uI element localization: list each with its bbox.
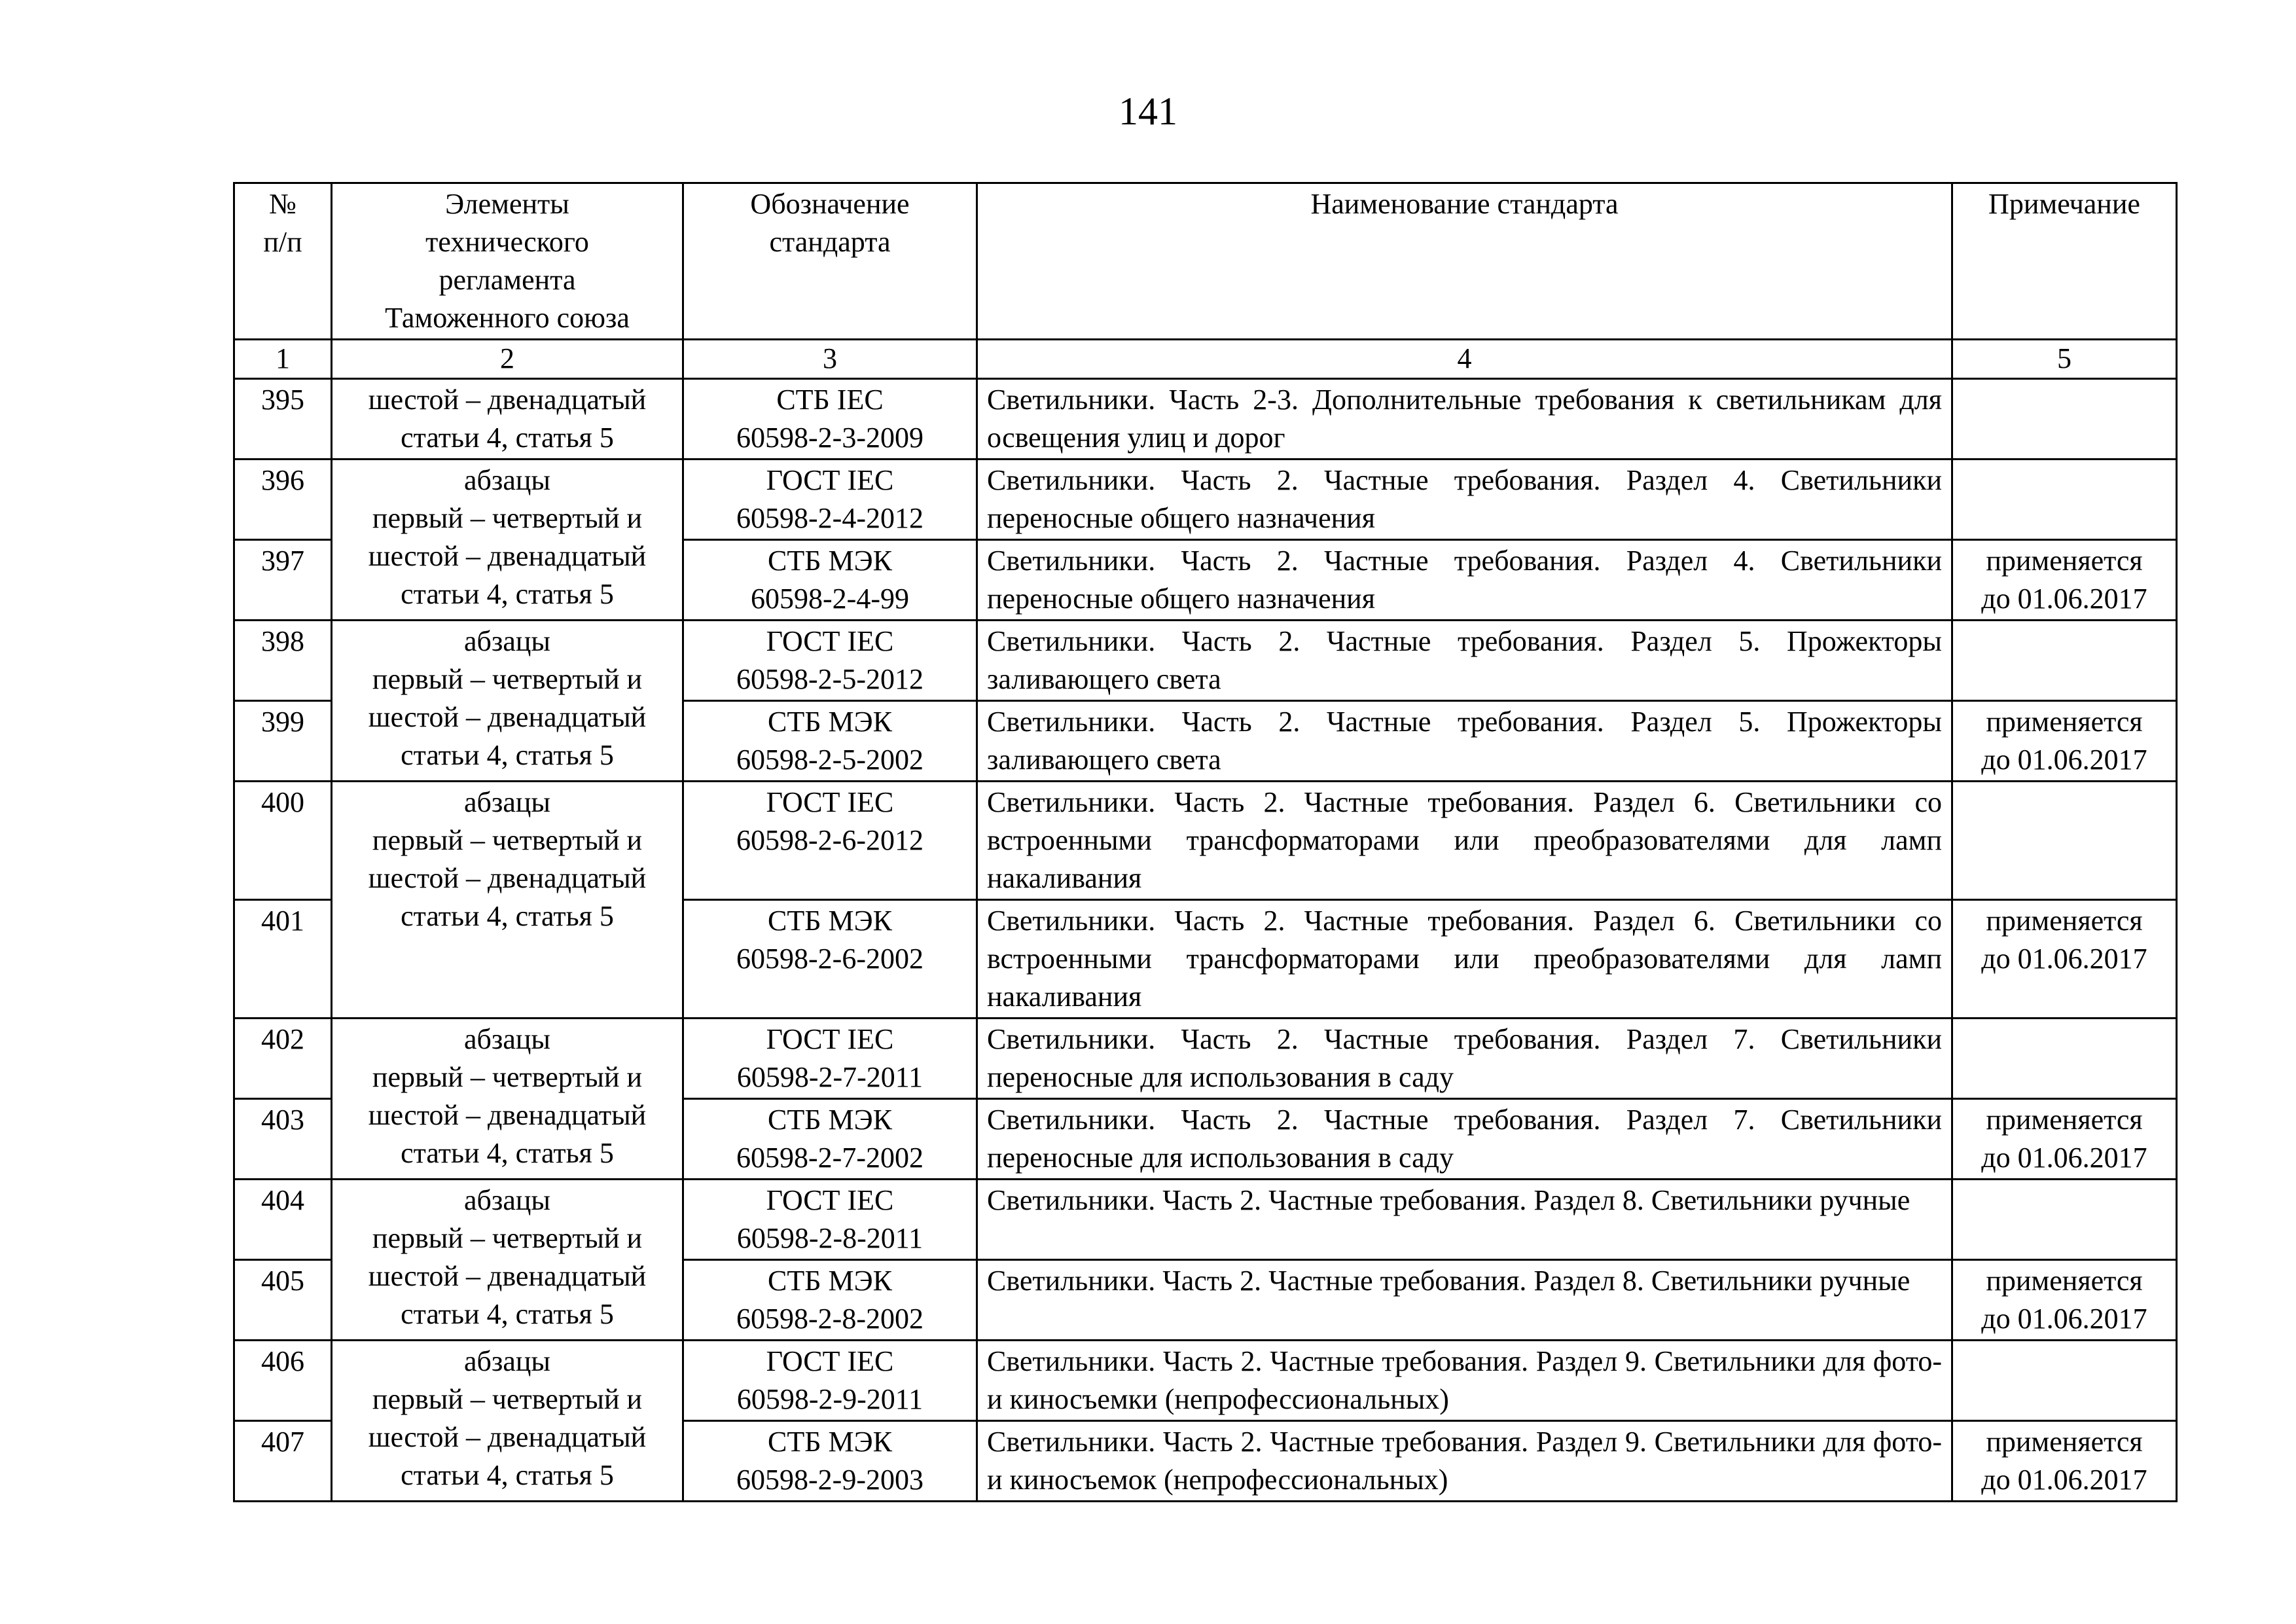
elements-rest: первый – четвертый и шестой – двенадцатый статьи 4, статья 5 [368, 502, 647, 610]
row-note: применяется до 01.06.2017 [1952, 1421, 2177, 1502]
table-row [234, 379, 2177, 460]
row-standard-name: Светильники. Часть 2. Частные требования. Раздел 8. Светильники ручные [977, 1260, 1952, 1341]
row-note: применяется до 01.06.2017 [1952, 900, 2177, 1019]
row-standard-name: Светильники. Часть 2. Частные требования. Раздел 9. Светильники для фото- и киносъемок (непрофессиональных) [977, 1421, 1952, 1502]
row-num: 404 [234, 1180, 332, 1260]
row-note: применяется до 01.06.2017 [1952, 1099, 2177, 1180]
row-designation: ГОСТ IEC 60598-2-7-2011 [683, 1019, 977, 1099]
row-standard-name: Светильники. Часть 2. Частные требования. Раздел 8. Светильники ручные [977, 1180, 1952, 1260]
row-designation: ГОСТ IEC 60598-2-6-2012 [683, 782, 977, 900]
elements-rest: первый – четвертый и шестой – двенадцатый статьи 4, статья 5 [368, 1383, 647, 1491]
row-standard-name: Светильники. Часть 2. Частные требования. Раздел 6. Светильники со встроенными трансформаторами или преобразователями для ламп накаливания [977, 782, 1952, 900]
row-note: применяется до 01.06.2017 [1952, 540, 2177, 621]
elements-rest: первый – четвертый и шестой – двенадцатый статьи 4, статья 5 [368, 663, 647, 771]
column-number: 5 [1952, 340, 2177, 379]
row-num: 403 [234, 1099, 332, 1180]
elements-rest: первый – четвертый и шестой – двенадцатый статьи 4, статья 5 [368, 1222, 647, 1330]
column-number-row [234, 340, 2177, 379]
column-number: 2 [332, 340, 683, 379]
table-row [234, 460, 2177, 540]
row-note [1952, 1341, 2177, 1421]
elements-first-line: абзацы [464, 625, 550, 657]
page-number: 141 [1119, 90, 1177, 133]
row-standard-name: Светильники. Часть 2. Частные требования. Раздел 4. Светильники переносные общего назначения [977, 540, 1952, 621]
row-num: 405 [234, 1260, 332, 1341]
row-note [1952, 621, 2177, 701]
row-num: 402 [234, 1019, 332, 1099]
row-num: 400 [234, 782, 332, 900]
row-note [1952, 379, 2177, 460]
row-standard-name: Светильники. Часть 2. Частные требования. Раздел 7. Светильники переносные для использования в саду [977, 1099, 1952, 1180]
row-standard-name: Светильники. Часть 2-3. Дополнительные требования к светильникам для освещения улиц и дорог [977, 379, 1952, 460]
row-standard-name: Светильники. Часть 2. Частные требования. Раздел 5. Прожекторы заливающего света [977, 701, 1952, 782]
row-standard-name: Светильники. Часть 2. Частные требования. Раздел 4. Светильники переносные общего назначения [977, 460, 1952, 540]
row-num: 396 [234, 460, 332, 540]
column-number: 3 [683, 340, 977, 379]
row-elements [332, 460, 683, 621]
elements-rest: первый – четвертый и шестой – двенадцатый статьи 4, статья 5 [368, 824, 647, 932]
row-standard-name: Светильники. Часть 2. Частные требования. Раздел 5. Прожекторы заливающего света [977, 621, 1952, 701]
row-designation: ГОСТ IEC 60598-2-4-2012 [683, 460, 977, 540]
row-standard-name: Светильники. Часть 2. Частные требования. Раздел 9. Светильники для фото- и киносъемки (непрофессиональных) [977, 1341, 1952, 1421]
row-note [1952, 460, 2177, 540]
table-header-row [234, 183, 2177, 340]
row-designation: ГОСТ IEC 60598-2-9-2011 [683, 1341, 977, 1421]
header-note: Примечание [1952, 183, 2177, 340]
table-row [234, 1180, 2177, 1260]
row-num: 407 [234, 1421, 332, 1502]
row-elements [332, 621, 683, 782]
row-designation: СТБ МЭК 60598-2-7-2002 [683, 1099, 977, 1180]
row-designation: ГОСТ IEC 60598-2-8-2011 [683, 1180, 977, 1260]
row-standard-name: Светильники. Часть 2. Частные требования. Раздел 6. Светильники со встроенными трансформаторами или преобразователями для ламп накаливания [977, 900, 1952, 1019]
table-row [234, 1019, 2177, 1099]
elements-first-line: абзацы [464, 1023, 550, 1055]
row-note: применяется до 01.06.2017 [1952, 701, 2177, 782]
row-num: 398 [234, 621, 332, 701]
row-designation: СТБ МЭК 60598-2-5-2002 [683, 701, 977, 782]
row-standard-name: Светильники. Часть 2. Частные требования. Раздел 7. Светильники переносные для использования в саду [977, 1019, 1952, 1099]
row-num: 401 [234, 900, 332, 1019]
table-row [234, 782, 2177, 900]
row-elements [332, 1341, 683, 1502]
header-num: № п/п [234, 183, 332, 340]
standards-table [233, 182, 2178, 1502]
row-num: 399 [234, 701, 332, 782]
elements-first-line: абзацы [464, 786, 550, 818]
row-note [1952, 782, 2177, 900]
row-note [1952, 1180, 2177, 1260]
column-number: 1 [234, 340, 332, 379]
row-designation: СТБ IEC 60598-2-3-2009 [683, 379, 977, 460]
row-elements: шестой – двенадцатый статьи 4, статья 5 [332, 379, 683, 460]
column-number: 4 [977, 340, 1952, 379]
row-note [1952, 1019, 2177, 1099]
elements-rest: первый – четвертый и шестой – двенадцатый статьи 4, статья 5 [368, 1061, 647, 1169]
row-designation: СТБ МЭК 60598-2-9-2003 [683, 1421, 977, 1502]
row-note: применяется до 01.06.2017 [1952, 1260, 2177, 1341]
row-elements [332, 782, 683, 1019]
elements-first-line: абзацы [464, 1184, 550, 1216]
row-elements [332, 1180, 683, 1341]
header-name: Наименование стандарта [977, 183, 1952, 340]
row-num: 395 [234, 379, 332, 460]
elements-first-line: абзацы [464, 464, 550, 496]
table-row [234, 1341, 2177, 1421]
row-designation: СТБ МЭК 60598-2-6-2002 [683, 900, 977, 1019]
table-row [234, 621, 2177, 701]
row-designation: ГОСТ IEC 60598-2-5-2012 [683, 621, 977, 701]
header-designation: Обозначение стандарта [683, 183, 977, 340]
row-designation: СТБ МЭК 60598-2-8-2002 [683, 1260, 977, 1341]
row-elements [332, 1019, 683, 1180]
row-designation: СТБ МЭК 60598-2-4-99 [683, 540, 977, 621]
header-elements: Элементы технического регламента Таможенного союза [332, 183, 683, 340]
row-num: 406 [234, 1341, 332, 1421]
elements-first-line: абзацы [464, 1345, 550, 1377]
row-num: 397 [234, 540, 332, 621]
